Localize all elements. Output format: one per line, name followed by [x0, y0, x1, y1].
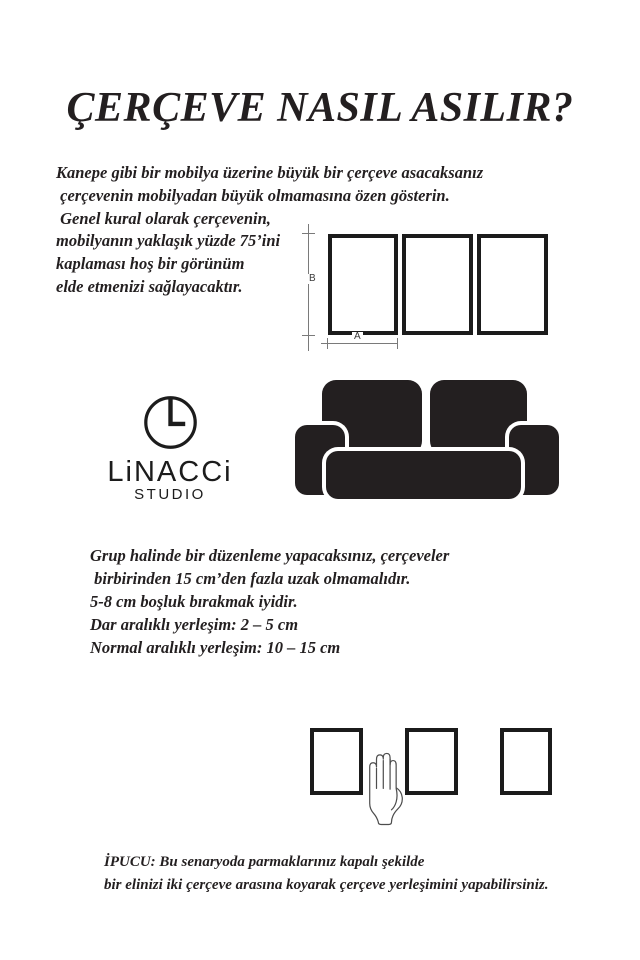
frame-outline [477, 234, 548, 335]
width-dimension-label: A [354, 331, 361, 342]
height-dimension-line [308, 224, 309, 351]
frame-outline [328, 234, 398, 335]
tip-line: Dar aralıklı yerleşim: 2 – 5 cm [90, 615, 299, 634]
brand-name: LiNACCi [107, 456, 233, 488]
dimension-tick [302, 335, 315, 336]
height-dimension-label: B [309, 273, 316, 284]
frame-outline [500, 728, 552, 795]
intro-line: Kanepe gibi bir mobilya üzerine büyük bir çerçeve asacaksanız [56, 163, 484, 182]
spacing-tips-paragraph [90, 544, 449, 659]
dimension-tick [302, 233, 315, 234]
intro-line: mobilyanın yaklaşık yüzde 75’ini [56, 231, 281, 251]
frame-outline [405, 728, 458, 795]
intro-line: kaplaması hoş bir görünüm [56, 254, 245, 274]
tip-line: birbirinden 15 cm’den fazla uzak olmamalıdır. [90, 569, 411, 588]
dimension-tick [327, 338, 328, 349]
intro-line: elde etmenizi sağlayacaktır. [56, 276, 243, 296]
footer-tip-line: bir elinizi iki çerçeve arasına koyarak çerçeve yerleşimini yapabilirsiniz. [104, 877, 549, 893]
tip-line: Grup halinde bir düzenleme yapacaksınız, çerçeveler [90, 546, 450, 565]
frame-outline [310, 728, 363, 795]
brand-logo [99, 394, 241, 503]
tip-line: Normal aralıklı yerleşim: 10 – 15 cm [90, 638, 341, 657]
tip-line: 5-8 cm boşluk bırakmak iyidir. [90, 592, 298, 611]
width-dimension-line [321, 343, 398, 344]
clock-l-monogram-icon [99, 394, 241, 451]
footer-tip-line: İPUCU: Bu senaryoda parmaklarınız kapalı şekilde [104, 854, 425, 870]
intro-line: çerçevenin mobilyadan büyük olmamasına özen gösterin. [56, 185, 450, 205]
sofa-seat [326, 451, 521, 499]
page-title: ÇERÇEVE NASIL ASILIR? [66, 85, 574, 131]
hand-between-frames-icon [364, 748, 404, 826]
dimension-tick [397, 338, 398, 349]
footer-tip-paragraph [104, 851, 549, 897]
sofa-icon [293, 377, 561, 499]
frame-outline [402, 234, 473, 335]
intro-line: Genel kural olarak çerçevenin, [56, 208, 271, 228]
brand-subtitle: STUDIO [134, 486, 206, 503]
